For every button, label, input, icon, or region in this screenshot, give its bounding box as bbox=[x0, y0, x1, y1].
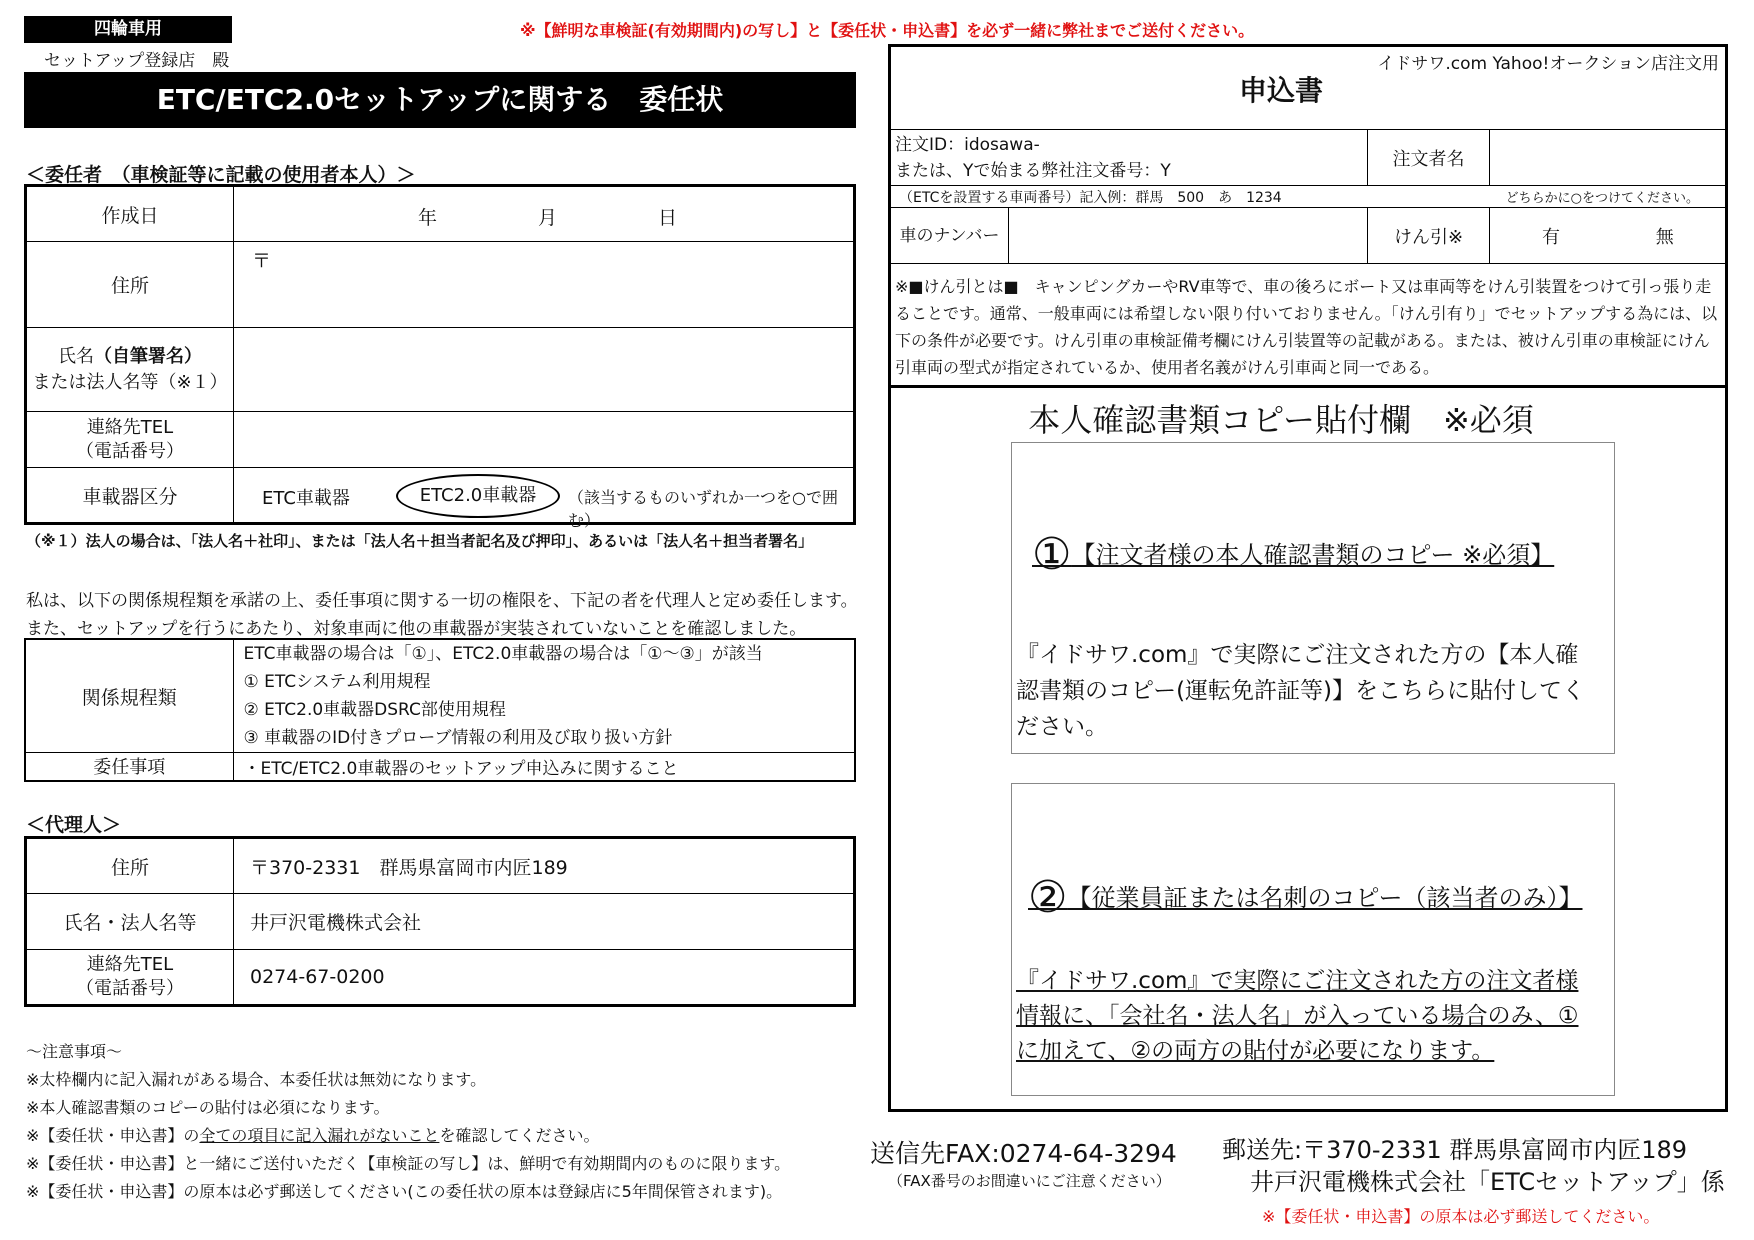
device-option-etc[interactable]: ETC車載器 bbox=[262, 488, 350, 509]
plate-field[interactable] bbox=[891, 208, 1368, 264]
note-line: ※本人確認書類のコピーの貼付は必須になります。 bbox=[26, 1098, 390, 1117]
note-line: ※太枠欄内に記入漏れがある場合、本委任状は無効になります。 bbox=[26, 1070, 487, 1089]
circled-two-icon: ② bbox=[1028, 872, 1068, 923]
header-warning: ※【鮮明な車検証(有効期間内)の写し】と【委任状・申込書】を必ず一緒に弊社までご送付ください。 bbox=[520, 21, 1255, 40]
vehicle-type-label: 四輪車用 bbox=[24, 16, 232, 43]
address-field[interactable] bbox=[234, 242, 855, 328]
device-option-etc2-circled[interactable]: ETC2.0車載器 bbox=[396, 474, 560, 518]
agent-name-label: 氏名・法人名等 bbox=[26, 894, 234, 950]
fax-number: 送信先FAX:0274-64-3294 bbox=[870, 1139, 1177, 1168]
rules-label: 関係規程類 bbox=[25, 639, 233, 753]
id-copy-heading: 本人確認書類コピー貼付欄 ※必須 bbox=[1028, 401, 1534, 439]
paste-area-2[interactable] bbox=[1011, 783, 1615, 1096]
date-label: 作成日 bbox=[26, 186, 234, 242]
rules-line: ① ETCシステム利用規程 bbox=[243, 672, 431, 692]
year-mark: 年 bbox=[418, 207, 438, 229]
delegation-label: 委任事項 bbox=[25, 753, 233, 781]
rules-table bbox=[24, 638, 856, 782]
device-type-field[interactable] bbox=[234, 468, 855, 530]
original-mail-note: ※【委任状・申込書】の原本は必ず郵送してください。 bbox=[1262, 1207, 1660, 1226]
application-form bbox=[888, 44, 1728, 1112]
box2-text: 『イドサワ.com』で実際にご注文された方の注文者様情報に、「会社名・法人名」が入っている場合のみ、①に加えて、②の両方の貼付が必要になります。 bbox=[1016, 968, 1579, 1064]
plate-note: （ETCを設置する車両番号）記入例：群馬 500 あ 1234 bbox=[891, 186, 1490, 208]
name-label: 氏名（自筆署名） または法人名等（※１） bbox=[26, 328, 234, 412]
mail-company: 井戸沢電機株式会社「ETCセットアップ」係 bbox=[1250, 1168, 1725, 1196]
device-type-label: 車載器区分 bbox=[26, 468, 234, 524]
corporate-footnote: （※１）法人の場合は、「法人名＋社印」、または「法人名＋担当者記名及び押印」、あるいは「法人名＋担当者署名」 bbox=[26, 532, 814, 550]
agent-name-value: 井戸沢電機株式会社 bbox=[234, 894, 855, 950]
agent-address-label: 住所 bbox=[26, 838, 234, 894]
notes-heading: ～注意事項～ bbox=[26, 1042, 123, 1061]
tow-no[interactable]: 無 bbox=[1655, 226, 1674, 248]
order-table bbox=[890, 129, 1728, 264]
notes-section bbox=[26, 1038, 790, 1206]
circled-one-icon: ① bbox=[1032, 529, 1072, 580]
mail-address: 郵送先:〒370-2331 群馬県富岡市内匠189 bbox=[1222, 1136, 1688, 1164]
circle-note: どちらかに○をつけてください。 bbox=[1490, 186, 1728, 208]
tel-field[interactable] bbox=[234, 412, 855, 468]
orderer-field[interactable] bbox=[1490, 130, 1728, 186]
postal-mark: 〒 bbox=[252, 250, 272, 272]
box2-title: ②【従業員証または名刺のコピー（該当者のみ）】 bbox=[1028, 872, 1583, 923]
date-field[interactable] bbox=[234, 186, 855, 242]
rules-line: ETC車載器の場合は「①」、ETC2.0車載器の場合は「①～③」が該当 bbox=[243, 644, 763, 664]
box1-text: 『イドサワ.com』で実際にご注文された方の【本人確認書類のコピー(運転免許証等)】をこちらに貼付してください。 bbox=[1016, 642, 1586, 740]
tow-choice[interactable] bbox=[1490, 208, 1728, 264]
day-mark: 日 bbox=[658, 207, 678, 229]
tow-explanation: ※■けん引とは■ キャンピングカーやRV車等で、車の後ろにボート又は車両等をけん引装置をつけて引っ張り走ることです。通常、一般車両には希望しない限り付いておりません。「けん引有り」でセットアップする為には、以下の条件が必要です。けん引車の車検証備考欄にけん引装置等の記載がある。または、被けん引車の車検証にけん引車両の型式が指定されているか、使用者名義がけん引車両と同一である。 bbox=[895, 277, 1718, 377]
addressee: セットアップ登録店 殿 bbox=[44, 51, 230, 71]
statement-line-2: また、セットアップを行うにあたり、対象車両に他の車載器が実装されていないことを確認しました。 bbox=[26, 619, 807, 639]
fax-note: （FAX番号のお間違いにご注意ください） bbox=[888, 1172, 1171, 1190]
rules-list bbox=[233, 639, 855, 753]
orderer-label: 注文者名 bbox=[1368, 130, 1490, 186]
rules-line: ③ 車載器のID付きプローブ情報の利用及び取り扱い方針 bbox=[243, 728, 673, 748]
divider bbox=[891, 385, 1725, 388]
note-line: ※【委任状・申込書】の全ての項目に記入漏れがないことを確認してください。 bbox=[26, 1126, 600, 1145]
statement-line-1: 私は、以下の関係規程類を承諾の上、委任事項に関する一切の権限を、下記の者を代理人と定め委任します。 bbox=[26, 591, 858, 611]
agent-tel-value: 0274-67-0200 bbox=[234, 950, 855, 1006]
shop-name: イドサワ.com Yahoo!オークション店注文用 bbox=[1377, 54, 1719, 74]
rules-line: ② ETC2.0車載器DSRC部使用規程 bbox=[243, 700, 506, 720]
agent-address-value: 〒370-2331 群馬県富岡市内匠189 bbox=[234, 838, 855, 894]
box1-title: ①【注文者様の本人確認書類のコピー ※必須】 bbox=[1032, 529, 1555, 580]
delegation-value: ・ETC/ETC2.0車載器のセットアップ申込みに関すること bbox=[233, 753, 855, 781]
order-id-field[interactable]: 注文ID：idosawa- または、Yで始まる弊社注文番号：Y bbox=[891, 130, 1368, 186]
device-note: （該当するものいずれか一つを○で囲む） bbox=[568, 488, 838, 530]
paste-area-1[interactable] bbox=[1011, 442, 1615, 754]
mandator-heading: ＜委任者 （車検証等に記載の使用者本人）＞ bbox=[26, 164, 416, 186]
tow-label: けん引※ bbox=[1368, 208, 1490, 264]
name-field[interactable] bbox=[234, 328, 855, 412]
address-label: 住所 bbox=[26, 242, 234, 328]
agent-heading: ＜代理人＞ bbox=[26, 814, 122, 836]
month-mark: 月 bbox=[538, 207, 558, 229]
mandator-table bbox=[24, 184, 856, 530]
plate-label: 車のナンバー bbox=[891, 208, 1009, 263]
application-title: 申込書 bbox=[1238, 74, 1323, 107]
agent-table bbox=[24, 836, 856, 1007]
tow-yes[interactable]: 有 bbox=[1542, 226, 1560, 248]
agent-tel-label: 連絡先TEL （電話番号） bbox=[26, 950, 234, 1006]
page-title: ETC/ETC2.0セットアップに関する 委任状 bbox=[24, 72, 856, 128]
note-line: ※【委任状・申込書】の原本は必ず郵送してください(この委任状の原本は登録店に5年間保管されます)。 bbox=[26, 1182, 783, 1201]
note-line: ※【委任状・申込書】と一緒にご送付いただく【車検証の写し】は、鮮明で有効期間内のものに限ります。 bbox=[26, 1154, 791, 1173]
tel-label: 連絡先TEL （電話番号） bbox=[26, 412, 234, 468]
